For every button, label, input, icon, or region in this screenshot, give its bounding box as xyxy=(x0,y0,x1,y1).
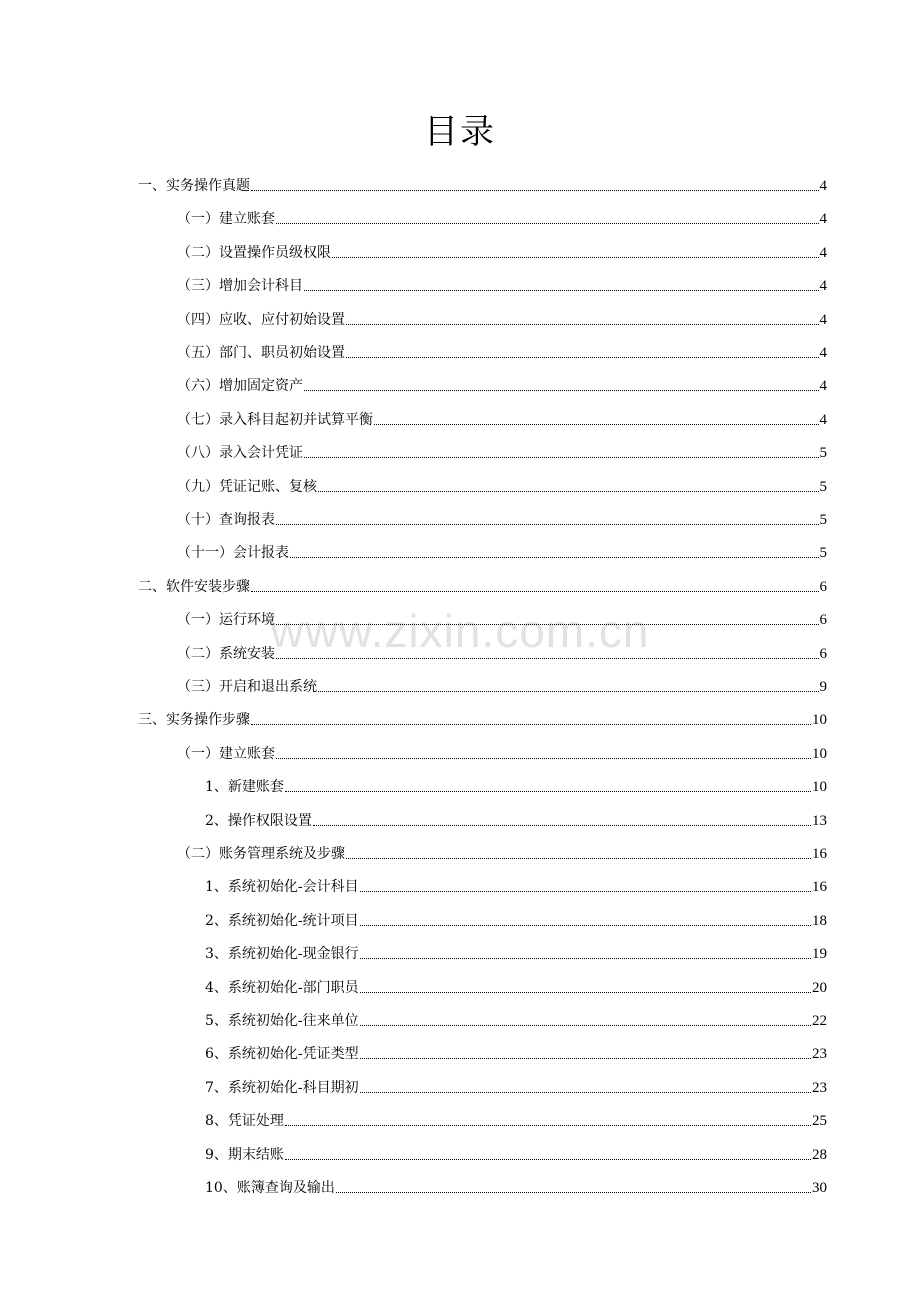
toc-entry-label: （十）查询报表 xyxy=(177,512,275,528)
toc-entry-page-number: 16 xyxy=(812,846,827,862)
toc-entry[interactable] xyxy=(177,644,827,664)
toc-entry-label: 3、系统初始化-现金银行 xyxy=(205,946,359,963)
toc-entry[interactable] xyxy=(177,209,827,229)
toc-entry[interactable] xyxy=(205,944,827,964)
watermark: www.zixin.com.cn xyxy=(270,605,650,657)
toc-entry-label: 1、新建账套 xyxy=(205,779,284,796)
toc-entry-page-number: 13 xyxy=(812,812,827,829)
toc-entry-page-number: 4 xyxy=(819,378,827,395)
toc-dot-leader xyxy=(276,524,819,525)
toc-entry-page-number: 6 xyxy=(819,645,827,662)
toc-entry-page-number: 19 xyxy=(812,946,827,963)
toc-dot-leader xyxy=(304,390,819,391)
page-title: 目录 xyxy=(424,112,496,152)
toc-entry-page-number: 28 xyxy=(812,1146,827,1163)
toc-entry[interactable] xyxy=(177,410,827,430)
toc-entry-label: 7、系统初始化-科目期初 xyxy=(205,1079,359,1096)
toc-entry[interactable] xyxy=(205,1078,827,1098)
toc-entry-label: （二）系统安装 xyxy=(177,645,275,662)
toc-entry-page-number: 25 xyxy=(812,1113,827,1130)
toc-entry-label: （一）运行环境 xyxy=(177,612,275,629)
toc-dot-leader xyxy=(276,223,819,224)
toc-entry[interactable] xyxy=(205,1044,827,1064)
toc-dot-leader xyxy=(360,1058,811,1059)
toc-dot-leader xyxy=(276,658,819,659)
toc-entry-label: 4、系统初始化-部门职员 xyxy=(205,979,359,996)
toc-entry-page-number: 23 xyxy=(812,1046,827,1063)
toc-entry-page-number: 23 xyxy=(812,1079,827,1096)
toc-entry[interactable] xyxy=(177,844,827,864)
toc-entry[interactable] xyxy=(177,744,827,764)
toc-entry-label: 二、软件安装步骤 xyxy=(138,578,250,595)
toc-entry-label: 2、系统初始化-统计项目 xyxy=(205,912,359,929)
toc-entry-page-number: 10 xyxy=(812,712,827,729)
toc-entry-page-number: 9 xyxy=(819,679,827,695)
toc-dot-leader xyxy=(251,591,819,592)
toc-entry-page-number: 22 xyxy=(812,1013,827,1029)
toc-entry-label: （五）部门、职员初始设置 xyxy=(177,345,345,361)
toc-dot-leader xyxy=(318,691,819,692)
toc-entry[interactable] xyxy=(177,543,827,563)
toc-entry-page-number: 5 xyxy=(819,545,827,562)
toc-entry-label: （二）账务管理系统及步骤 xyxy=(177,846,345,862)
toc-dot-leader xyxy=(276,758,811,759)
toc-entry[interactable] xyxy=(177,443,827,463)
toc-entry-label: （六）增加固定资产 xyxy=(177,378,303,395)
toc-dot-leader xyxy=(318,491,819,492)
toc-entry-page-number: 4 xyxy=(819,211,827,228)
toc-dot-leader xyxy=(346,858,811,859)
toc-entry[interactable] xyxy=(205,1145,827,1165)
toc-dot-leader xyxy=(313,825,811,826)
toc-entry-label: （十一）会计报表 xyxy=(177,545,289,562)
toc-entry-page-number: 4 xyxy=(819,244,827,261)
toc-entry-page-number: 4 xyxy=(819,411,827,428)
toc-entry-label: （一）建立账套 xyxy=(177,211,275,228)
toc-entry-label: 9、期末结账 xyxy=(205,1146,284,1163)
toc-dot-leader xyxy=(276,624,819,625)
toc-dot-leader xyxy=(360,992,811,993)
toc-entry-page-number: 4 xyxy=(819,345,827,361)
toc-entry-page-number: 10 xyxy=(812,779,827,796)
toc-entry[interactable] xyxy=(177,243,827,263)
toc-dot-leader xyxy=(332,257,819,258)
toc-entry-page-number: 4 xyxy=(819,178,827,194)
toc-entry-page-number: 5 xyxy=(819,478,827,495)
toc-entry-label: （三）增加会计科目 xyxy=(177,278,303,295)
toc-entry[interactable] xyxy=(205,1178,827,1198)
toc-entry-label: （八）录入会计凭证 xyxy=(177,445,303,462)
toc-dot-leader xyxy=(346,324,819,325)
toc-dot-leader xyxy=(360,1025,811,1026)
toc-dot-leader xyxy=(360,925,811,926)
toc-entry-label: 6、系统初始化-凭证类型 xyxy=(205,1046,359,1063)
toc-entry-page-number: 30 xyxy=(812,1180,827,1196)
toc-entry[interactable] xyxy=(205,877,827,897)
toc-entry-label: 三、实务操作步骤 xyxy=(138,712,250,729)
toc-dot-leader xyxy=(251,190,819,191)
toc-entry-label: 1、系统初始化-会计科目 xyxy=(205,879,359,896)
toc-entry[interactable] xyxy=(177,343,827,363)
toc-dot-leader xyxy=(336,1192,811,1193)
toc-entry[interactable] xyxy=(177,477,827,497)
toc-entry-label: 2、操作权限设置 xyxy=(205,812,312,829)
toc-entry[interactable] xyxy=(205,911,827,931)
toc-dot-leader xyxy=(285,791,811,792)
toc-entry-page-number: 4 xyxy=(819,278,827,295)
toc-dot-leader xyxy=(304,457,819,458)
toc-entry-label: （九）凭证记账、复核 xyxy=(177,478,317,495)
toc-entry[interactable] xyxy=(177,276,827,296)
toc-entry-page-number: 6 xyxy=(819,612,827,629)
toc-entry[interactable] xyxy=(138,710,827,730)
toc-dot-leader xyxy=(360,958,811,959)
toc-entry-page-number: 6 xyxy=(819,578,827,595)
toc-entry-label: （七）录入科目起初并试算平衡 xyxy=(177,411,373,428)
toc-dot-leader xyxy=(360,891,811,892)
toc-entry[interactable] xyxy=(177,310,827,330)
toc-entry-label: 8、凭证处理 xyxy=(205,1113,284,1130)
toc-entry[interactable] xyxy=(205,777,827,797)
toc-entry[interactable] xyxy=(205,978,827,998)
toc-entry-label: （一）建立账套 xyxy=(177,745,275,762)
toc-entry-page-number: 5 xyxy=(819,512,827,528)
toc-entry[interactable] xyxy=(177,610,827,630)
toc-entry-page-number: 10 xyxy=(812,745,827,762)
toc-entry-label: （二）设置操作员级权限 xyxy=(177,244,331,261)
toc-entry[interactable] xyxy=(177,510,827,530)
toc-entry[interactable] xyxy=(205,1111,827,1131)
toc-entry-page-number: 16 xyxy=(812,879,827,896)
toc-dot-leader xyxy=(290,557,819,558)
toc-entry-label: 5、系统初始化-往来单位 xyxy=(205,1013,359,1029)
toc-entry-page-number: 18 xyxy=(812,912,827,929)
toc-dot-leader xyxy=(304,290,819,291)
toc-entry[interactable] xyxy=(138,176,827,196)
toc-entry-page-number: 5 xyxy=(819,445,827,462)
toc-entry[interactable] xyxy=(205,811,827,831)
toc-dot-leader xyxy=(285,1159,811,1160)
toc-entry[interactable] xyxy=(138,577,827,597)
toc-entry-label: （三）开启和退出系统 xyxy=(177,679,317,695)
toc-dot-leader xyxy=(360,1092,811,1093)
toc-entry[interactable] xyxy=(205,1011,827,1031)
toc-entry-label: 10、账簿查询及输出 xyxy=(205,1180,335,1196)
toc-dot-leader xyxy=(251,724,811,725)
toc-entry-page-number: 4 xyxy=(819,311,827,328)
toc-entry-page-number: 20 xyxy=(812,979,827,996)
toc-dot-leader xyxy=(285,1125,811,1126)
toc-dot-leader xyxy=(374,424,819,425)
toc-entry[interactable] xyxy=(177,677,827,697)
toc-dot-leader xyxy=(346,357,819,358)
toc-entry[interactable] xyxy=(177,376,827,396)
toc-entry-label: 一、实务操作真题 xyxy=(138,178,250,194)
toc-entry-label: （四）应收、应付初始设置 xyxy=(177,311,345,328)
